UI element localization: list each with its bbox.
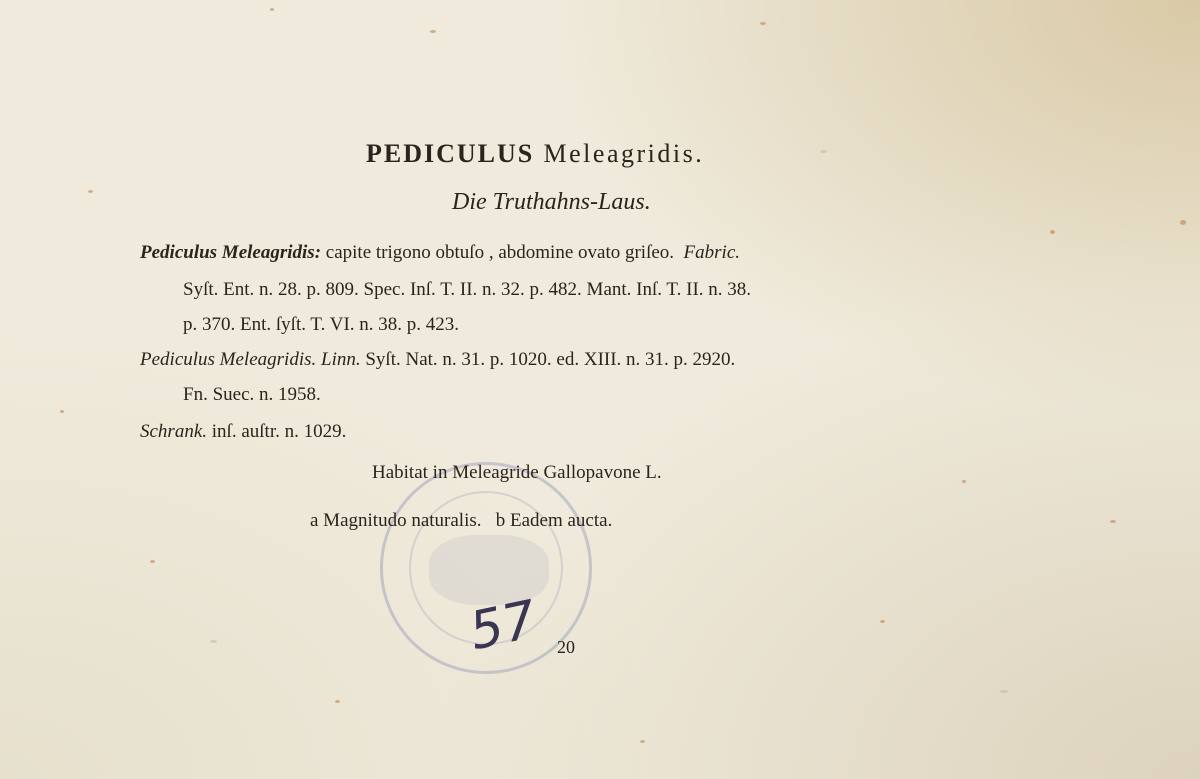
synonym-text: capite trigono obtuſo , abdomine ovato griſeo.	[321, 242, 675, 263]
synonym-author: Schrank.	[140, 421, 208, 442]
synonymy-line-6	[140, 422, 346, 441]
page-subtitle: Die Truthahns-Laus.	[452, 189, 651, 215]
synonymy-line-2: Syſt. Ent. n. 28. p. 809. Spec. Inſ. T. II. n. 32. p. 482. Mant. Inſ. T. II. n. 38.	[183, 279, 752, 300]
page-number: 20	[557, 637, 575, 657]
synonymy-line-3: p. 370. Ent. ſyſt. T. VI. n. 38. p. 423.	[183, 314, 460, 335]
title-genus: PEDICULUS	[366, 139, 535, 168]
synonym-name: Pediculus Meleagridis.	[140, 349, 317, 370]
handwritten-number: 57	[464, 589, 542, 663]
synonym-text: Syſt. Nat. n. 31. p. 1020. ed. XIII. n. 31. p. 2920.	[360, 349, 736, 370]
synonymy-line-1	[140, 243, 740, 262]
synonym-text: inſ. auſtr. n. 1029.	[207, 421, 347, 442]
synonymy-line-5: Fn. Suec. n. 1958.	[183, 384, 321, 405]
title-species: Meleagridis.	[543, 139, 705, 168]
synonym-name: Pediculus Meleagridis:	[140, 242, 322, 263]
synonym-author: Linn.	[321, 349, 361, 370]
synonym-author: Fabric.	[683, 242, 741, 263]
page-title	[366, 141, 704, 167]
synonymy-line-4	[140, 350, 735, 369]
habitat-line: Habitat in Meleagride Gallopavone L.	[372, 462, 662, 483]
figures-legend: a Magnitudo naturalis. b Eadem aucta.	[310, 510, 613, 531]
